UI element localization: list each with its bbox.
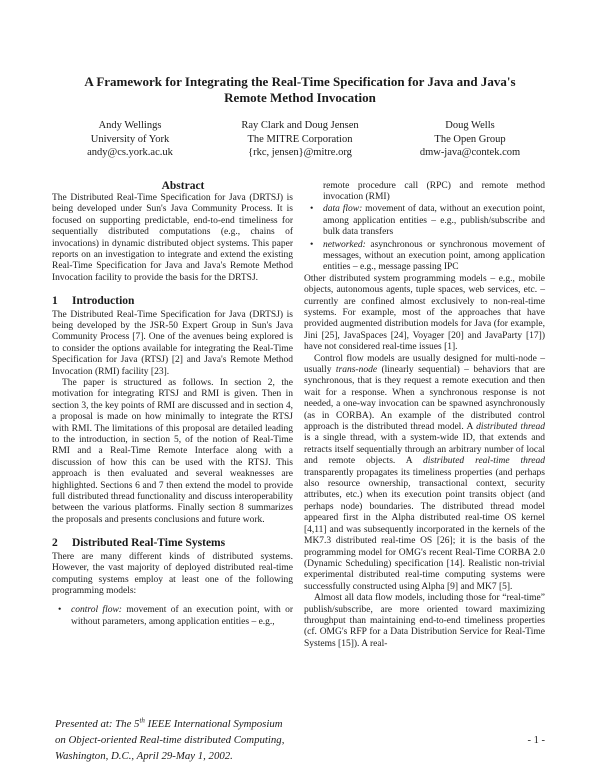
section-2-intro-paragraph: There are many different kinds of distributed systems. However, the vast majority of deployed distributed real-time computing systems employ at least one of the following programming models: — [52, 551, 293, 596]
left-column — [52, 181, 293, 651]
section-1-heading — [52, 296, 293, 307]
bullet-item-data-flow — [304, 204, 545, 238]
bullet-item-networked — [304, 240, 545, 274]
bullet-text-data-flow: data flow: movement of data, without an execution point, among application entities – e.g., publish/subscribe and bulk data transfers — [323, 204, 546, 238]
paper-title-line-1: A Framework for Integrating the Real-Time Specification for Java and Java's — [84, 74, 516, 89]
author-affiliation: The Open Group — [434, 133, 506, 145]
author-email: andy@cs.york.ac.uk — [87, 147, 173, 158]
bullet-icon: • — [58, 605, 62, 616]
bullet-control-flow-continuation: remote procedure call (RPC) and remote method invocation (RMI) — [323, 180, 545, 202]
bullet-text-networked: networked: asynchronous or synchronous movement of messages, without an execution point, among application entities – e.g., message passing IPC — [323, 239, 545, 273]
section-1-paragraph-1: The Distributed Real-Time Specification for Java (DRTSJ) is being developed by the JSR-50 Expert Group in Sun's Java Community Process [7]. One of the avenues being explored is to consider the options available for integrating the Real-Time Specification for Java (RTSJ) [2] and Java's Remote Method Invocation (RMI) facility [23]. — [52, 309, 293, 377]
section-1-title: Introduction — [72, 295, 135, 308]
presented-at-line-1: Presented at: The 5th IEEE International Symposium — [55, 716, 283, 730]
bullet-icon: • — [310, 204, 314, 215]
bullet-icon: • — [310, 239, 314, 250]
paragraph-control-flow-models: Control flow models are usually designed for multi-node – usually trans-node (linearly sequential) – behaviors that are synchronous, that is they request a remote execution and then wait for a response. When a synchronous response is not needed, a one-way invocation can be spawned asynchronously (as in CORBA). An example of the distributed control approach is the distributed thread model. A distributed thread is a single thread, with a system-wide ID, that extends and retracts itself sequentially through an arbitrary number of local and remote objects. A distributed real-time thread transparently propagates its timeliness properties (and perhaps also resource ownership, transactional context, security attributes, etc.) when its execution point transits object (and perhaps node) boundaries. The distributed thread model appeared first in the Alpha distributed real-time OS kernel [4,11] and was subsequently incorporated in the kernels of the MK7.3 distributed real-time OS [26]; it is the basis of the programming model for OMG's recent Real-Time CORBA 2.0 (Dynamic Scheduling) specification [14]. Realistic non-trivial experimental distributed real-time computing systems were successfully constructed using Alpha [9] and MK7 [5]. — [304, 353, 546, 592]
bullet-text-control-flow: control flow: movement of an execution point, with or without parameters, among application entities – e.g., — [71, 605, 293, 627]
paragraph-other-models: Other distributed system programming models – e.g., mobile objects, autonomous agents, tuple spaces, web services, etc. – currently are confined almost exclusively to non-real-time systems. For example, most of the approaches that have provided augmented distribution models for Java (for example, Jini [25], JavaSpaces [24], Voyager [20] and JavaParty [17]) have not considered real-time issues [1]. — [304, 273, 545, 353]
right-column — [304, 181, 545, 651]
author-name: Andy Wellings — [98, 120, 162, 131]
section-2-number: 2 — [52, 537, 58, 550]
presented-at-line-2: on Object-oriented Real-time distributed Computing, — [55, 734, 285, 746]
abstract-section — [52, 181, 293, 285]
section-2-heading — [52, 538, 293, 549]
author-email: {rkc, jensen}@mitre.org — [248, 147, 352, 158]
author-card-wells — [385, 119, 555, 160]
author-affiliation: The MITRE Corporation — [247, 133, 353, 145]
author-card-wellings — [45, 119, 215, 160]
section-1-number: 1 — [52, 295, 58, 308]
two-column-body — [0, 181, 600, 651]
abstract-body: The Distributed Real-Time Specification for Java (DRTSJ) is being developed under Sun's Java Community Process. It is focused on supporting predictable, end-to-end timeliness for sequentially distributed computations (e.g., chains of invocations) in dynamic distributed object systems. This paper reports on an investigation to integrate and extend the existing Real-Time Specification for Java and Java's Remote Method Invocation facility to provide the basis for the DRTSJ. — [52, 192, 293, 283]
paragraph-data-flow-models: Almost all data flow models, including those for “real-time” publish/subscribe, are more oriented toward maximizing throughput than maintaining end-to-end timeliness properties (cf. OMG's RFP for a Data Distribution Service for Real-Time Systems [15]). A real- — [304, 593, 545, 649]
author-name: Doug Wells — [445, 120, 495, 131]
author-email: dmw-java@contek.com — [419, 147, 521, 158]
section-2-title: Distributed Real-Time Systems — [72, 537, 226, 550]
author-card-clark-jensen — [215, 119, 385, 160]
section-1-paragraph-2: The paper is structured as follows. In section 2, the motivation for integrating RTSJ and RMI is given. Then in section 3, the key points of RMI are discussed and in section 4, a proposal is made on how minimally to integrate the RTSJ with RMI. The limitations of this proposal are detailed leading to the introduction, in section 5, of the notion of Real-Time RMI and a Real-Time Remote Interface along with a discussion of how this can be used with the RTSJ. This approach is then evaluated and several weaknesses are highlighted. Sections 6 and 7 then extend the model to provide full distributed thread functionality and discuss interoperability between the various platforms. Finally section 8 summarizes the proposals and presents conclusions and future work. — [52, 378, 293, 525]
paper-title — [0, 0, 600, 105]
page-footer — [55, 716, 548, 764]
author-block — [0, 119, 600, 160]
presented-at-note — [55, 716, 284, 764]
bullet-item-control-flow — [52, 605, 293, 628]
author-affiliation: University of York — [90, 133, 170, 145]
page-number: - 1 - — [527, 734, 545, 746]
author-name: Ray Clark and Doug Jensen — [241, 120, 359, 131]
presented-at-line-3: Washington, D.C., April 29-May 1, 2002. — [55, 750, 233, 762]
paper-title-line-2: Remote Method Invocation — [224, 89, 376, 105]
abstract-heading: Abstract — [161, 179, 205, 192]
